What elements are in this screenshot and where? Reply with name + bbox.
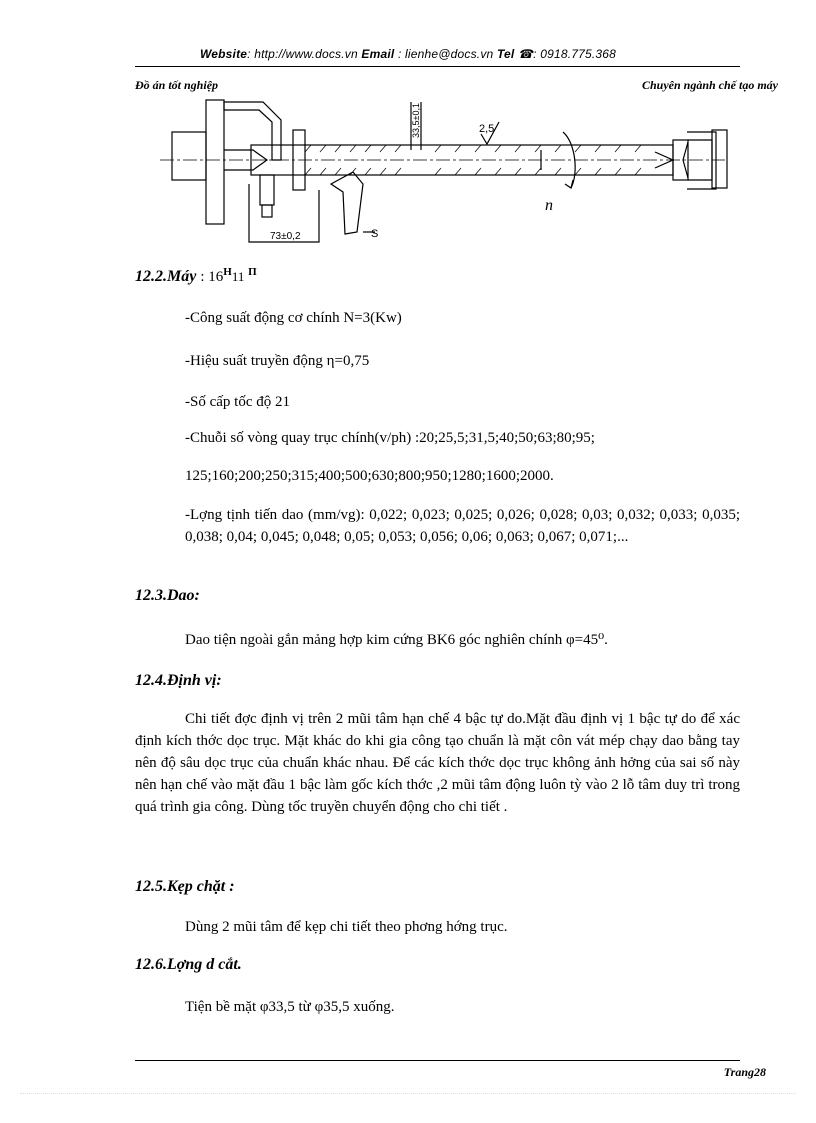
section-12-2-title: 12.2.Máy	[135, 268, 197, 285]
email-label: Email	[361, 47, 395, 61]
section-12-4-heading: 12.4.Định vị:	[135, 672, 222, 689]
section-12-6-heading: 12.6.Lợng d cắt.	[135, 956, 242, 973]
diameter-dim-label: 33,5±0,1	[411, 103, 421, 138]
spec-speed-steps: -Số cấp tốc độ 21	[185, 394, 290, 410]
rotation-label: n	[545, 197, 553, 214]
section-12-6-text: Tiện bề mặt φ33,5 từ φ35,5 xuống.	[185, 999, 395, 1015]
machine-model: : $16^H11$ $^\Pi$	[200, 266, 257, 285]
cutting-tool	[331, 172, 363, 234]
header-right: Chuyên ngành chế tạo máy	[641, 78, 778, 92]
tel-value: : 0918.775.368	[533, 47, 617, 61]
left-spindle-hub	[172, 132, 206, 180]
page-number: Trang28	[723, 1065, 766, 1079]
website-value: : http://www.docs.vn	[247, 47, 358, 61]
spec-feed-rates: -Lợng tịnh tiến dao (mm/vg): 0,022; 0,023; 0,025; 0,026; 0,028; 0,03; 0,032; 0,033; 0,035; 0,038; 0,04; 0,045; 0,048; 0,05; 0,053; 0,056; 0,06; 0,063; 0,067; 0,071;...	[185, 507, 740, 545]
roughness-label: 2,5	[479, 123, 495, 135]
clamp-screw-head	[262, 205, 272, 217]
face-plate	[206, 100, 224, 224]
spec-efficiency: -Hiệu suất truyền động η=0,75	[185, 353, 370, 369]
website-line	[0, 47, 816, 61]
tailstock-quill	[712, 130, 727, 188]
page-bottom-divider	[20, 1093, 796, 1094]
length-dim-label: 73±0,2	[270, 231, 301, 242]
spec-power: -Công suất động cơ chính N=3(Kw)	[185, 310, 402, 326]
section-12-3-heading: 12.3.Dao:	[135, 587, 200, 604]
header-left: Đồ án tốt nghiệp	[135, 78, 219, 92]
driver-dog	[224, 102, 281, 160]
turning-setup-drawing	[135, 92, 735, 247]
footer-rule	[135, 1060, 740, 1061]
phone-icon: ☎	[518, 47, 534, 61]
tel-label: Tel	[496, 47, 515, 61]
header-rule	[135, 66, 740, 67]
section-12-5-heading: 12.5.Kẹp chặt :	[135, 878, 235, 895]
email-value: : lienhe@docs.vn	[397, 47, 494, 61]
clamp-screw	[260, 175, 274, 205]
section-12-5-text: Dùng 2 mũi tâm để kẹp chi tiết theo phơng hớng trục.	[185, 919, 508, 935]
section-12-3-text: Dao tiện ngoài gắn mảng hợp kim cứng BK6 góc nghiên chính φ=45⁰.	[185, 632, 608, 648]
feed-label: S	[371, 228, 379, 240]
section-12-4-text: Chi tiết đợc định vị trên 2 mũi tâm hạn chế 4 bậc tự do.Mặt đầu định vị 1 bậc tự do để xác định kích thớc dọc trục. Mặt khác do khi gia công tạo chuẩn là mặt côn vát mép chạy dao bằng tay nên độ sâu dọc trục của chuẩn khác nhau. Để các kích thớc dọc trục không ảnh hởng của sai số này nên hạn chế vào mặt đầu 1 bậc làm gốc kích thớc ,2 mũi tâm động luôn tỳ vào 2 lỗ tâm duy trì trong quá trình gia công. Dùng tốc truyền chuyển động cho chi tiết .	[135, 711, 740, 815]
spec-rpm-series-2: 125;160;200;250;315;400;500;630;800;950;1280;1600;2000.	[185, 468, 554, 484]
spec-rpm-series-1: -Chuỗi số vòng quay trục chính(v/ph) :20;25,5;31,5;40;50;63;80;95;	[185, 430, 595, 446]
website-label: Website	[199, 47, 248, 61]
section-12-2-heading	[135, 266, 257, 286]
